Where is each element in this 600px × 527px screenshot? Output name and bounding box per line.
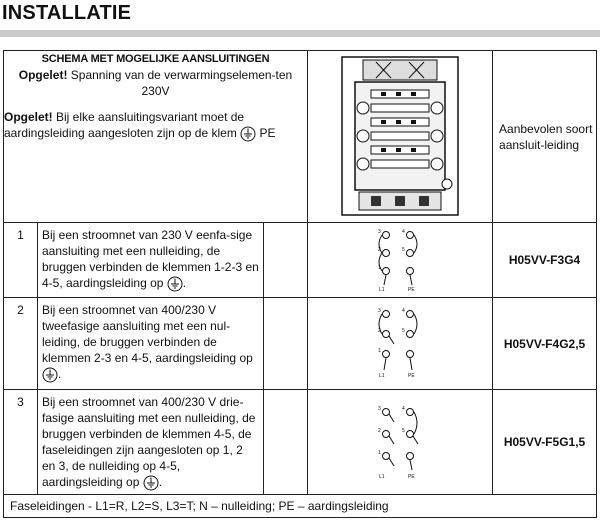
terminal-label: 5: [402, 328, 405, 334]
phase-label: L1: [379, 474, 385, 480]
terminal-label: 4: [402, 308, 405, 314]
terminal-label: 4: [402, 406, 405, 412]
row-description-text: Bij een stroomnet van 400/230 V tweefasige aansluiting met een nul-leiding, de bruggen verbinden de klemmen 2-3 en 4-5, aardingsleiding op: [42, 303, 253, 365]
connection-row-3: [4, 390, 597, 495]
terminal-label: 2: [378, 428, 381, 434]
connection-row-2: [4, 298, 597, 390]
phase-label: L1: [379, 373, 385, 379]
terminal-label: 1: [378, 348, 381, 354]
terminal-label: 5: [402, 247, 405, 253]
earth-symbol-icon: [240, 126, 256, 142]
pe-terminal-label: PE: [408, 474, 415, 480]
wiring-diagram-2: [370, 302, 430, 382]
terminal-label: 5: [402, 428, 405, 434]
terminal-label: 3: [378, 406, 381, 412]
page-title: INSTALLATIE: [2, 2, 132, 24]
row-description: Bij een stroomnet van 400/230 V drie-fasige aansluiting met een nulleiding, de bruggen verbinden de klemmen 4-5, de faseleidingen zijn aangesloten op 1, 2 en 3, de nulleiding op 4-5, aardingsleiding op .: [38, 390, 264, 495]
cable-type: H05VV-F4G2,5: [493, 298, 597, 390]
warning-label: Opgelet!: [18, 68, 68, 82]
terminal-label: 1: [378, 265, 381, 271]
terminal-label: 1: [378, 450, 381, 456]
earth-symbol-icon: [167, 276, 183, 292]
row-blank-cell: [264, 223, 308, 298]
row-number: 3: [4, 390, 38, 495]
schema-title: SCHEMA MET MOGELIJKE AANSLUITINGEN: [41, 53, 270, 65]
pe-label: PE: [259, 126, 276, 140]
terminal-block-photo-cell: [308, 51, 493, 223]
title-underline-bar: [0, 30, 600, 37]
wiring-diagram-cell: [308, 298, 493, 390]
earth-warning: [4, 109, 307, 142]
terminal-label: 3: [378, 229, 381, 235]
recommended-cable-header: Aanbevolen soort aansluit-leiding: [493, 51, 597, 223]
terminal-label: 2: [378, 247, 381, 253]
earth-warning-text: Bij elke aansluitingsvariant moet de aardingsleiding aangesloten zijn op de klem: [4, 110, 245, 140]
earth-symbol-icon: [42, 367, 58, 383]
row-description-text: Bij een stroomnet van 400/230 V drie-fasige aansluiting met een nulleiding, de bruggen verbinden de klemmen 4-5, de faseleidingen zijn aangesloten op 1, 2 en 3, de nulleiding op 4-5, aardingsleiding op: [42, 395, 256, 489]
voltage-warning-text: Spanning van de verwarmingselemen-ten 230V: [67, 68, 293, 98]
legend-footer: Faseleidingen - L1=R, L2=S, L3=T; N – nulleiding; PE – aardingsleiding: [4, 495, 597, 518]
row-blank-cell: [264, 390, 308, 495]
row-blank-cell: [264, 298, 308, 390]
wiring-diagram-cell: [308, 223, 493, 298]
terminal-label: 4: [402, 229, 405, 235]
row-number: 2: [4, 298, 38, 390]
row-number: 1: [4, 223, 38, 298]
wiring-diagram-3: [370, 400, 430, 484]
connection-table-frame: [3, 50, 596, 520]
cable-type: H05VV-F5G1,5: [493, 390, 597, 495]
earth-symbol-icon: [143, 475, 159, 491]
row-description: Bij een stroomnet van 230 V eenfa-sige aansluiting met een nulleiding, de bruggen verbinden de klemmen 1-2-3 en 4-5, aardingsleiding op .: [38, 223, 264, 298]
row-description: Bij een stroomnet van 400/230 V tweefasige aansluiting met een nul-leiding, de bruggen verbinden de klemmen 2-3 en 4-5, aardingsleiding op .: [38, 298, 264, 390]
terminal-label: 2: [378, 328, 381, 334]
row-description-text: Bij een stroomnet van 230 V eenfa-sige aansluiting met een nulleiding, de bruggen verbinden de klemmen 1-2-3 en 4-5, aardingsleiding op: [42, 228, 259, 290]
pe-terminal-label: PE: [408, 373, 415, 379]
footer-row: [4, 495, 597, 518]
terminal-label: 3: [378, 308, 381, 314]
warning-label-2: Opgelet!: [4, 110, 53, 124]
connection-table: [3, 50, 597, 518]
header-row: [4, 51, 597, 223]
connection-row-1: [4, 223, 597, 298]
terminal-block-drawing: [341, 56, 459, 216]
wiring-diagram-1: [370, 225, 430, 295]
phase-label: L1: [379, 287, 385, 293]
voltage-warning: [4, 67, 307, 99]
wiring-diagram-cell: [308, 390, 493, 495]
schema-header-cell: [4, 51, 308, 223]
pe-terminal-label: PE: [408, 287, 415, 293]
cable-type: H05VV-F3G4: [493, 223, 597, 298]
